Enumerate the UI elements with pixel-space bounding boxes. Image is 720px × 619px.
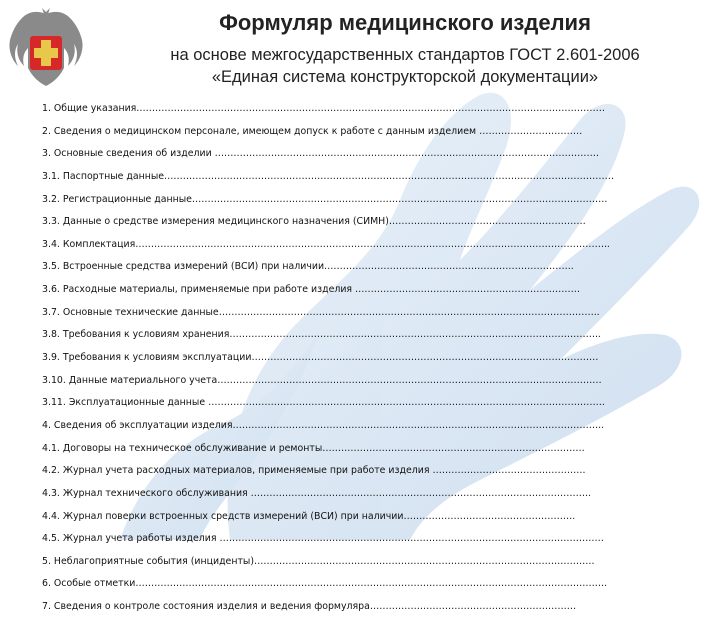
toc-item: 3.6. Расходные материалы, применяемые при работе изделия ………………………………………………………………: [42, 284, 581, 296]
table-of-contents: [42, 98, 670, 619]
toc-item: 3.7. Основные технические данные…………………………………………………………………………………………………………..: [42, 306, 600, 318]
toc-item: 3.1. Паспортные данные………………………………………………………………………………………………………………………………: [42, 170, 615, 182]
document-header: [100, 10, 710, 88]
toc-item: 3. Основные сведения об изделии ……………………………………………………………………………………………………………: [42, 148, 600, 160]
toc-item: 5. Неблагоприятные события (инциденты)……………………………………………………………………………………………….: [42, 555, 595, 567]
document-subtitle-line-1: на основе межгосударственных стандартов ГОСТ 2.601-2006: [170, 46, 640, 64]
toc-item: 7. Сведения о контроле состояния изделия и ведения формуляра…………………………………………………………: [42, 601, 577, 613]
toc-item: 1. Общие указания……………………………………………………………………………………………………………………………………: [42, 103, 606, 114]
toc-item: 4.2. Журнал учета расходных материалов, применяемые при работе изделия ………………………………………….: [42, 465, 586, 477]
toc-item: 3.10. Данные материального учета……………………………………………………………………………………………………………: [42, 374, 602, 386]
toc-item: 4. Сведения об эксплуатации изделия………………………………………………………………………………………………………..: [42, 419, 605, 431]
toc-item: 2. Сведения о медицинском персонале, имеющем допуск к работе с данным изделием ……………………………: [42, 125, 583, 137]
toc-item: 4.3. Журнал технического обслуживания ……………………………………………………………………………………………….: [42, 487, 592, 499]
toc-item: 6. Особые отметки…………………………………………………………………………………………………………………………………….: [42, 578, 608, 590]
toc-item: 4.5. Журнал учета работы изделия ……………………………………………………………………………………………………………: [42, 533, 604, 545]
toc-item: 4.1. Договоры на техническое обслуживание и ремонты…………………………………………………………………………: [42, 442, 585, 454]
toc-item: 3.8. Требования к условиям хранения………………………………………………………………………………………………………..: [42, 329, 601, 341]
document-title: Формуляр медицинского изделия: [219, 10, 591, 35]
roszdravnadzor-emblem-icon: [6, 6, 86, 90]
toc-item: 3.9. Требования к условиям эксплуатации…………………………………………………………………………………………………: [42, 352, 599, 364]
toc-item: 3.3. Данные о средстве измерения медицинского назначения (СИМН)………………………………………………………: [42, 216, 586, 228]
toc-item: 4.4. Журнал поверки встроенных средств измерений (ВСИ) при наличии……………………………………………….: [42, 510, 576, 522]
toc-item: 3.5. Встроенные средства измерений (ВСИ) при наличии……………………………………………………………………..: [42, 261, 574, 273]
document-subtitle-line-2: «Единая система конструкторской документации»: [211, 68, 599, 86]
toc-item: 3.2. Регистрационные данные…………………………………………………………………………………………………………………….: [42, 193, 608, 205]
toc-item: 3.4. Комплектация……………………………………………………………………………………………………………………………………..: [42, 238, 610, 250]
toc-item: 3.11. Эксплуатационные данные ……………………………………………………………………………………………………………….: [42, 397, 605, 409]
